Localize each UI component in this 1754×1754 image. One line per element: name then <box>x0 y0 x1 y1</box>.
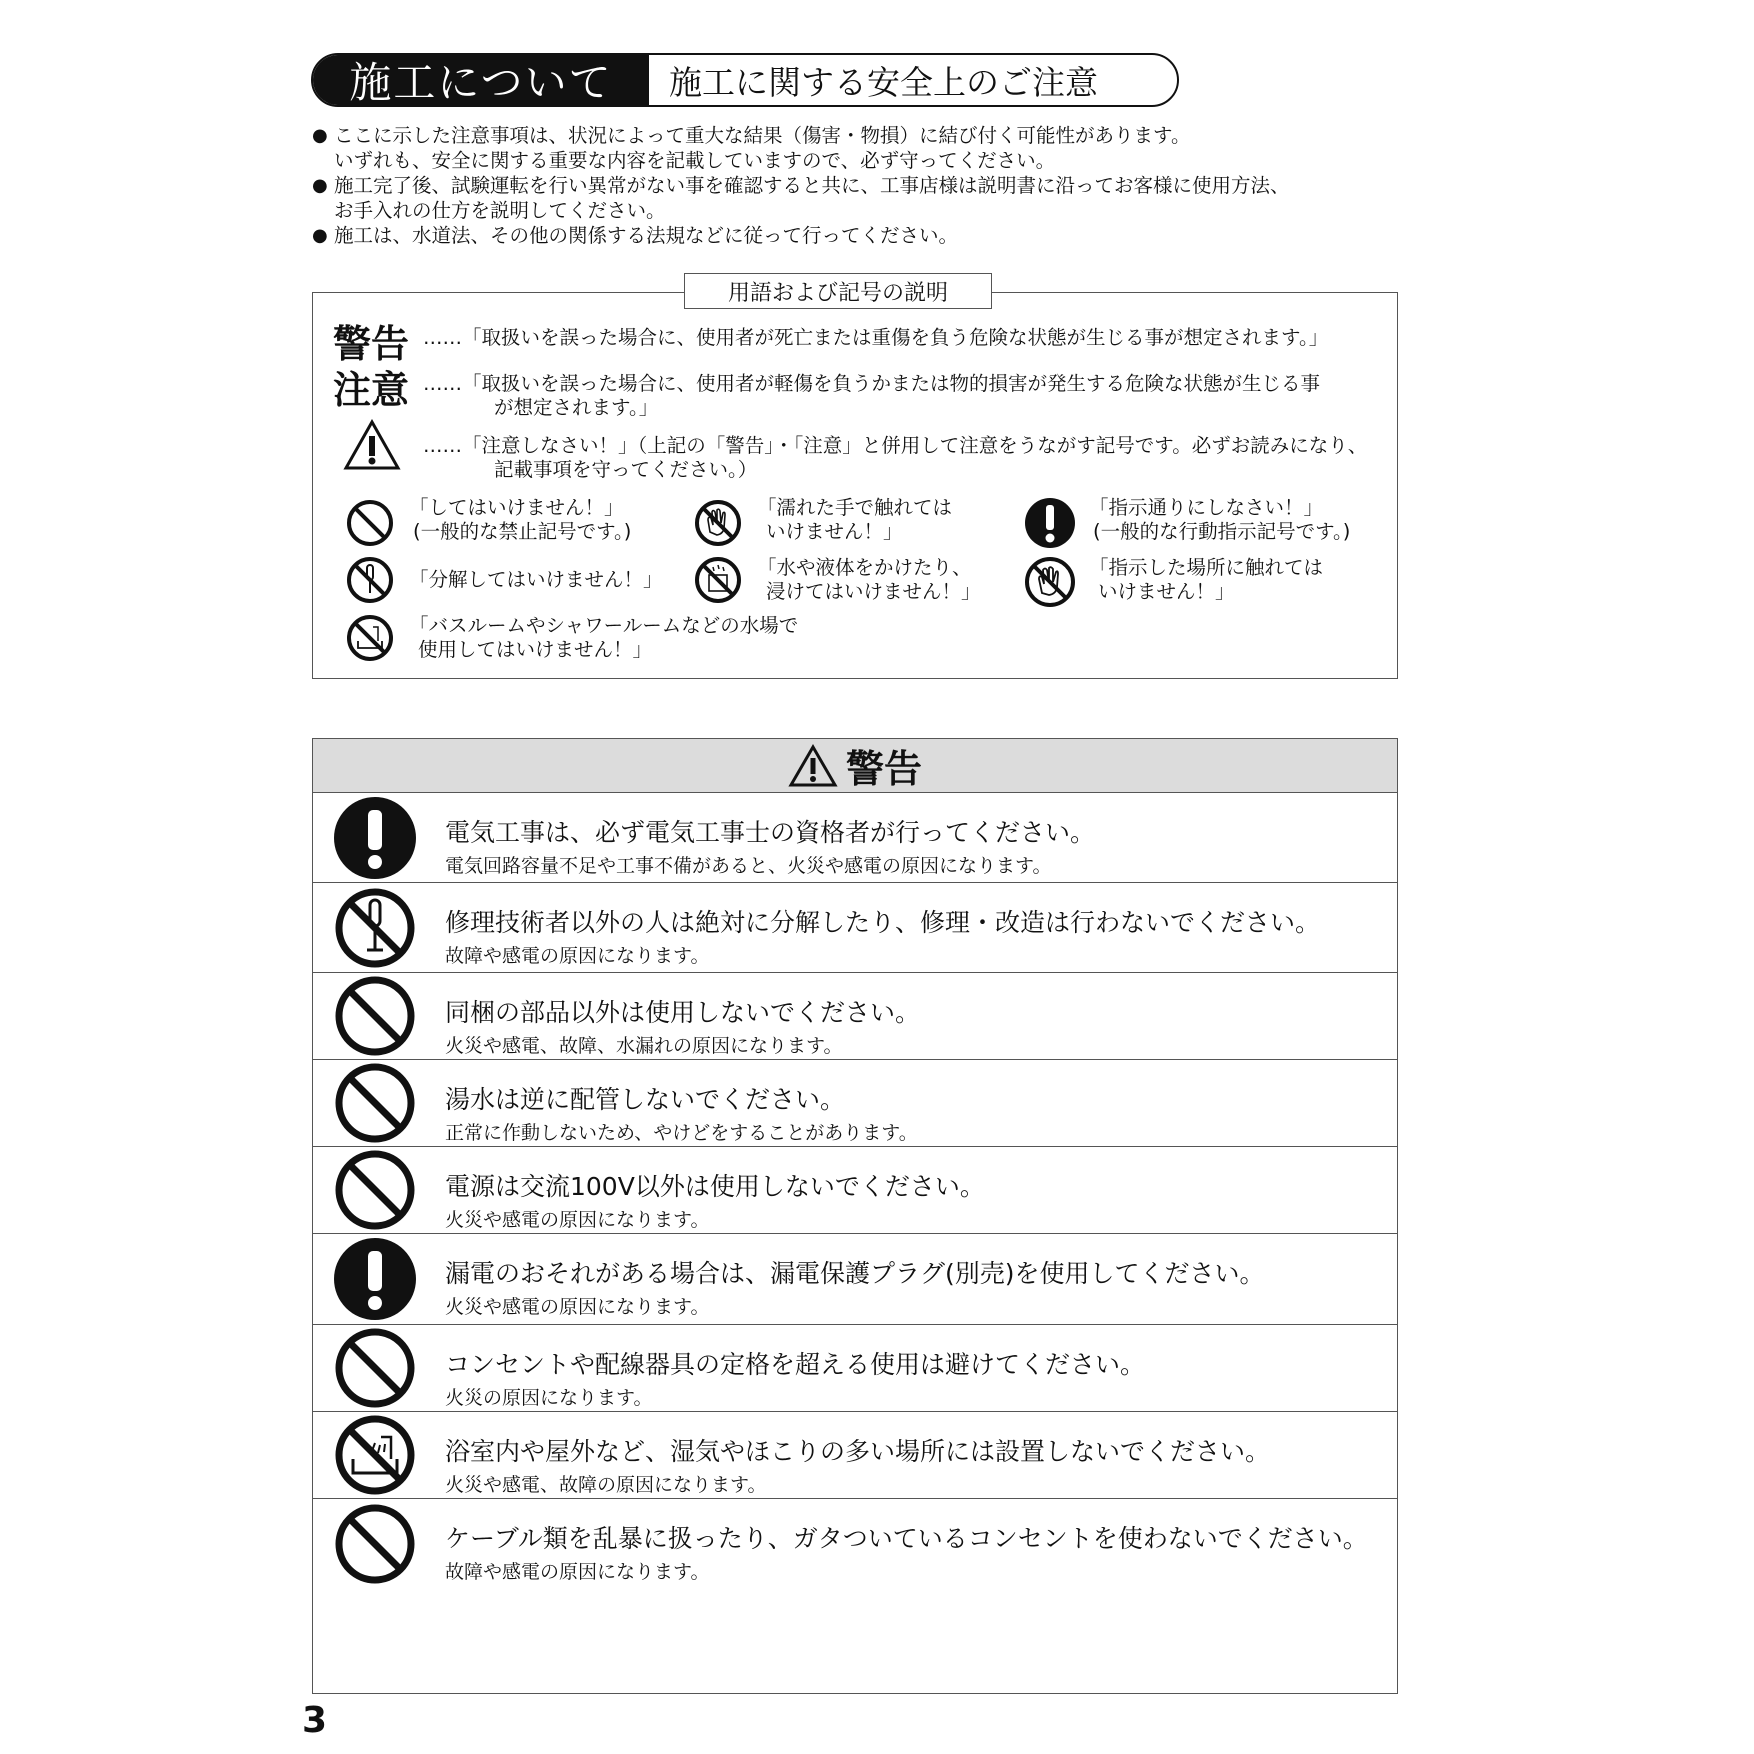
page-number: 3 <box>302 1700 328 1741</box>
warning-title: 警告 <box>845 747 922 791</box>
caution-desc: ……「取扱いを誤った場合に、使用者が軽傷を負うかまたは物的損害が発生する危険な状態が生じる事 <box>423 372 1321 395</box>
intro-bullet <box>312 173 1412 223</box>
intro-line: ● 施工完了後、試験運転を行い異常がない事を確認すると共に、工事店様は説明書に沿ってお客様に使用方法、 <box>334 174 1290 197</box>
no-disassemble-icon <box>345 555 395 605</box>
caution-word: 注意 <box>333 368 410 412</box>
warning-row <box>313 1147 1397 1234</box>
intro-line: いずれも、安全に関する重要な内容を記載していますので、必ず守ってください。 <box>334 149 1056 172</box>
warning-row <box>313 883 1397 973</box>
warning-header <box>313 739 1397 793</box>
instruct-label-sub: (一般的な行動指示記号です。) <box>1093 520 1351 543</box>
no-wet-hands-icon <box>693 498 743 548</box>
caution-triangle-icon <box>788 744 838 788</box>
warning-sub-text: 火災や感電の原因になります。 <box>445 1296 710 1318</box>
prohibited-icon <box>333 1148 417 1232</box>
intro-bullet <box>312 123 1412 173</box>
intro-notes <box>312 123 1412 248</box>
warning-main-text: コンセントや配線器具の定格を超える使用は避けてください。 <box>445 1350 1146 1379</box>
symbol-legend <box>312 280 1398 679</box>
warning-main-text: 修理技術者以外の人は絶対に分解したり、修理・改造は行わないでください。 <box>445 908 1321 937</box>
prohibit-label: 「してはいけません！」 <box>409 496 624 519</box>
warning-row <box>313 973 1397 1060</box>
warning-sub-text: 電気回路容量不足や工事不備があると、火災や感電の原因になります。 <box>445 855 1052 877</box>
triangle-desc: ……「注意しなさい！」（上記の「警告」・「注意」と併用して注意をうながす記号です。必ずお読みになり、 <box>423 434 1368 457</box>
bath-label: 「バスルームやシャワールームなどの水場で <box>409 614 799 637</box>
wet-hand-label: 「濡れた手で触れては <box>757 496 953 519</box>
triangle-desc-cont: 記載事項を守ってください。） <box>494 458 758 481</box>
caution-triangle-icon <box>343 419 401 471</box>
no-disassemble-icon <box>333 886 417 970</box>
no-water-icon <box>693 555 743 605</box>
instruct-label: 「指示通りにしなさい！」 <box>1089 496 1324 519</box>
warning-sub-text: 正常に作動しないため、やけどをすることがあります。 <box>445 1122 918 1144</box>
warning-sub-text: 火災の原因になります。 <box>445 1387 653 1409</box>
disassemble-label: 「分解してはいけません！」 <box>409 568 663 591</box>
mandatory-icon <box>1023 496 1077 550</box>
water-label: 「水や液体をかけたり、 <box>757 556 972 579</box>
warning-word: 警告 <box>333 322 410 366</box>
no-touch-label: 「指示した場所に触れては <box>1089 556 1324 579</box>
warning-row <box>313 793 1397 883</box>
legend-title: 用語および記号の説明 <box>684 273 992 309</box>
no-bath-icon <box>333 1413 417 1497</box>
prohibited-icon <box>333 1061 417 1145</box>
no-touch-icon <box>1023 555 1077 609</box>
intro-line: ● ここに示した注意事項は、状況によって重大な結果（傷害・物損）に結び付く可能性があります。 <box>334 124 1191 147</box>
warning-desc: ……「取扱いを誤った場合に、使用者が死亡または重傷を負う危険な状態が生じる事が想定されます。」 <box>423 326 1329 349</box>
warning-row <box>313 1060 1397 1147</box>
intro-line: お手入れの仕方を説明してください。 <box>334 199 666 222</box>
warning-main-text: 電気工事は、必ず電気工事士の資格者が行ってください。 <box>445 818 1096 847</box>
warning-main-text: 浴室内や屋外など、湿気やほこりの多い場所には設置しないでください。 <box>445 1437 1271 1466</box>
water-label-sub: 浸けてはいけません！」 <box>766 580 981 603</box>
warning-table <box>312 738 1398 1694</box>
warning-row <box>313 1234 1397 1325</box>
warning-row <box>313 1499 1397 1588</box>
caution-desc-cont: が想定されます。」 <box>494 396 659 419</box>
prohibited-icon <box>345 498 395 548</box>
wet-hand-label-sub: いけません！」 <box>766 520 903 543</box>
prohibit-label-sub: (一般的な禁止記号です。) <box>413 520 632 543</box>
warning-main-text: ケーブル類を乱暴に扱ったり、ガタついているコンセントを使わないでください。 <box>445 1524 1368 1553</box>
prohibited-icon <box>333 1326 417 1410</box>
no-bath-icon <box>345 613 395 663</box>
warning-main-text: 同梱の部品以外は使用しないでください。 <box>445 998 921 1027</box>
prohibited-icon <box>333 1502 417 1586</box>
warning-row <box>313 1325 1397 1412</box>
warning-sub-text: 火災や感電、故障の原因になります。 <box>445 1474 767 1496</box>
warning-sub-text: 故障や感電の原因になります。 <box>445 1561 710 1583</box>
warning-sub-text: 火災や感電、故障、水漏れの原因になります。 <box>445 1035 843 1057</box>
intro-line: ● 施工は、水道法、その他の関係する法規などに従って行ってください。 <box>334 224 959 247</box>
intro-bullet <box>312 223 1412 248</box>
warning-sub-text: 故障や感電の原因になります。 <box>445 945 710 967</box>
section-title <box>311 53 1179 107</box>
no-touch-label-sub: いけません！」 <box>1098 580 1235 603</box>
mandatory-icon <box>333 1237 417 1321</box>
bath-label-sub: 使用してはいけません！」 <box>418 638 653 661</box>
warning-main-text: 漏電のおそれがある場合は、漏電保護プラグ(別売)を使用してください。 <box>445 1259 1265 1288</box>
warning-main-text: 湯水は逆に配管しないでください。 <box>445 1085 846 1114</box>
title-sub: 施工に関する安全上のご注意 <box>669 62 1098 102</box>
mandatory-icon <box>333 796 417 880</box>
title-main: 施工について <box>313 55 649 105</box>
warning-sub-text: 火災や感電の原因になります。 <box>445 1209 710 1231</box>
prohibited-icon <box>333 974 417 1058</box>
warning-main-text: 電源は交流100V以外は使用しないでください。 <box>445 1172 985 1201</box>
warning-rows <box>313 793 1397 1588</box>
warning-row <box>313 1412 1397 1499</box>
